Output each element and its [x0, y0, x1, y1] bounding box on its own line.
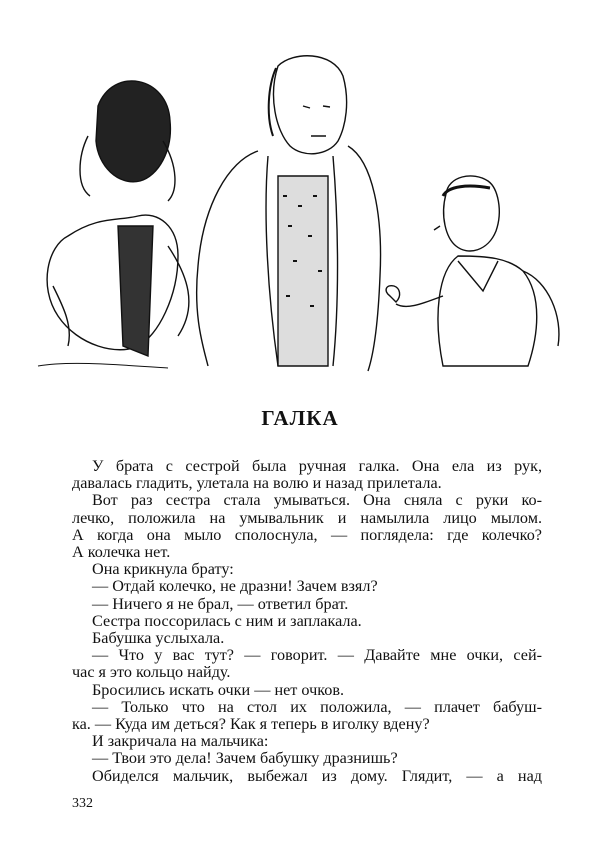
text-line: — Ничего я не брал, — ответил брат.: [92, 594, 349, 613]
text-line: А когда она мыло сполоснула, — поглядела: где колечко?: [72, 525, 542, 544]
text-line: Она крикнула брату:: [92, 560, 234, 579]
text-line: Бросились искать очки — нет очков.: [92, 680, 345, 699]
grandmother-figure: [197, 56, 381, 371]
text-line: — Что у вас тут? — говорит. — Давайте мне очки, сей-: [92, 646, 542, 665]
page-number: 332: [72, 796, 93, 811]
story-illustration: [28, 46, 576, 386]
girl-figure: [38, 81, 189, 368]
text-line: час я это кольцо найду.: [72, 663, 231, 682]
story-text: [72, 458, 542, 785]
text-line: ка. — Куда им деться? Как я теперь в иголку вдену?: [72, 715, 430, 734]
text-line: — Отдай колечко, не дразни! Зачем взял?: [92, 577, 378, 596]
text-line: Вот раз сестра стала умываться. Она сняла с руки ко-: [92, 491, 542, 510]
text-line: И закричала на мальчика:: [92, 732, 269, 751]
text-line: — Только что на стол их положила, — плачет бабуш-: [92, 697, 542, 716]
story-title: ГАЛКА: [261, 406, 339, 430]
text-line: Бабушка услыхала.: [92, 629, 225, 648]
text-line: давалась гладить, улетала на волю и назад прилетала.: [72, 474, 442, 493]
text-line: Обиделся мальчик, выбежал из дому. Глядит, — а над: [92, 766, 542, 785]
boy-figure: [386, 176, 559, 366]
text-line: Сестра поссорилась с ним и заплакала.: [92, 611, 362, 630]
text-line: лечко, положила на умывальник и намылила лицо мылом.: [72, 508, 542, 527]
text-line: А колечка нет.: [72, 543, 171, 562]
text-line: — Твои это дела! Зачем бабушку дразнишь?: [92, 749, 398, 768]
text-line: У брата с сестрой была ручная галка. Она ела из рук,: [92, 457, 542, 475]
